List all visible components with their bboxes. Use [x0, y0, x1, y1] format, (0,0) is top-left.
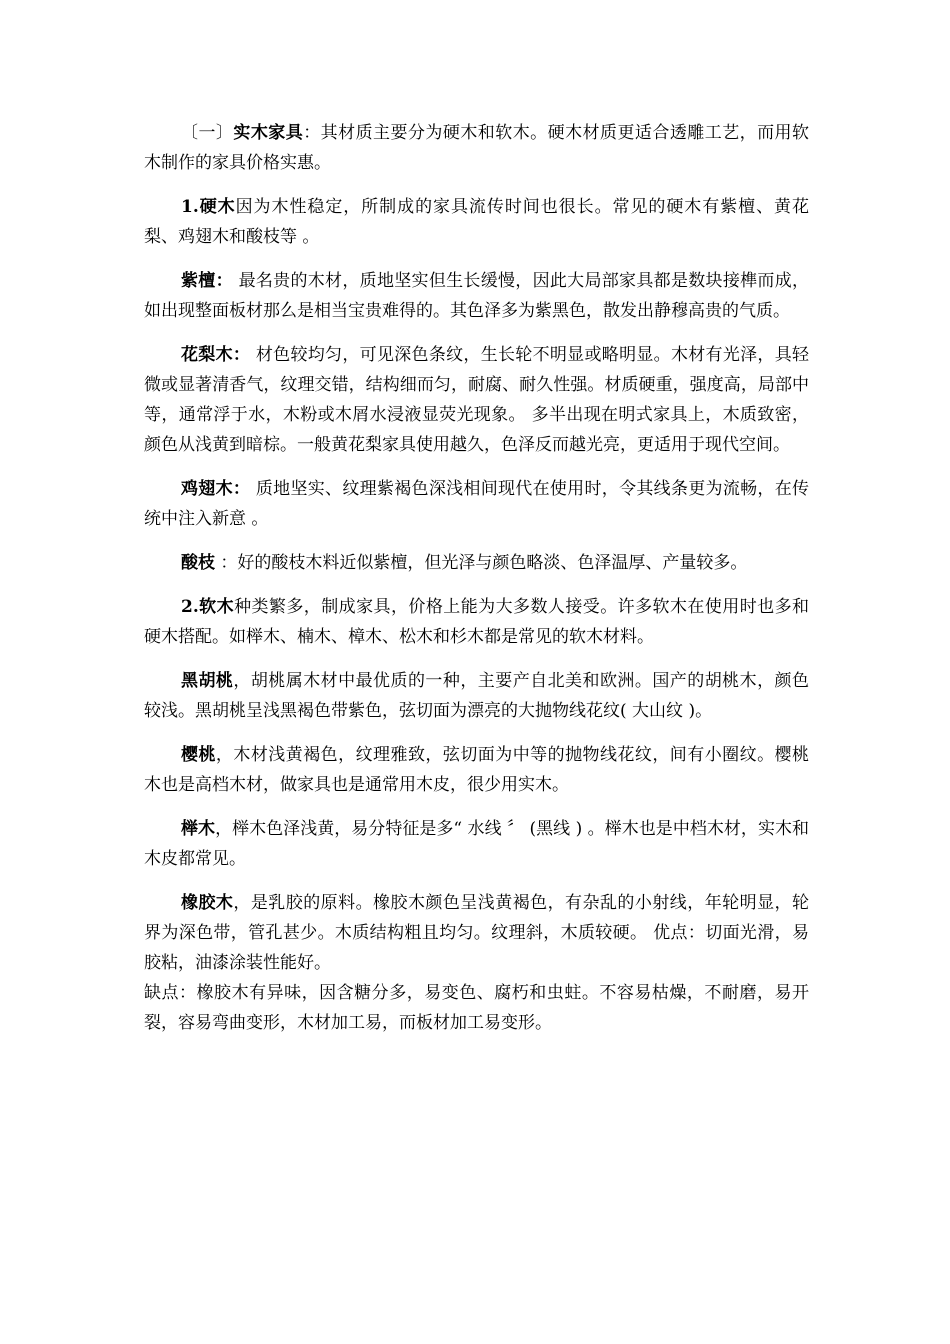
- heading-jichi: 鸡翅木：: [181, 479, 251, 499]
- text-suanzhi: ：好的酸枝木料近似紫檀，但光泽与颜色略淡、色泽温厚、产量较多。: [215, 553, 748, 573]
- text-softwood: 种类繁多，制成家具，价格上能为大多数人接受。许多软木在使用时也多和硬木搭配。如榉木、楠木、樟木、松木和杉木都是常见的软木材料。: [144, 597, 810, 647]
- paragraph-beech: [144, 814, 809, 874]
- heading-suanzhi: 酸枝: [181, 553, 215, 573]
- paragraph-suanzhi: [144, 548, 809, 578]
- heading-softwood: 2.软木: [181, 597, 235, 617]
- heading-hardwood: 1.硬木: [181, 197, 236, 217]
- paragraph-rubber-cons: [144, 978, 809, 1038]
- text-cherry: ，木材浅黄褐色，纹理雅致，弦切面为中等的抛物线花纹，间有小圈纹。樱桃木也是高档木材，做家具也是通常用木皮，很少用实木。: [144, 745, 810, 795]
- paragraph-hardwood: [144, 192, 809, 252]
- text-zitan: 最名贵的木材，质地坚实但生长缓慢，因此大局部家具都是数块接榫而成，如出现整面板材那么是相当宝贵难得的。其色泽多为紫黑色，散发出静穆高贵的气质。: [144, 271, 810, 321]
- paragraph-jichi: [144, 474, 809, 534]
- paragraph-softwood: [144, 592, 809, 652]
- paragraph-rubber: [144, 888, 809, 978]
- paragraph-zitan: [144, 266, 809, 326]
- document-body: [144, 118, 809, 1052]
- paragraph-huali: [144, 340, 809, 460]
- text-beech: ，榉木色泽浅黄，易分特征是多“ 水线 〞 (黑线 ) 。榉木也是中档木材，实木和木皮都常见。: [144, 819, 809, 869]
- paragraph-solid-wood: [144, 118, 809, 178]
- text-huali: 材色较均匀，可见深色条纹，生长轮不明显或略明显。木材有光泽，具轻微或显著清香气，纹理交错，结构细而匀，耐腐、耐久性强。材质硬重，强度高，局部中等，通常浮于水，木粉或木屑水浸液显荧光现象。 多半出现在明式家具上，木质致密，颜色从浅黄到暗棕。一般黄花梨家具使用越久，色泽反而越光亮，更适用于现代空间。: [144, 345, 810, 455]
- paragraph-walnut: [144, 666, 809, 726]
- heading-beech: 榉木: [181, 819, 216, 839]
- text-jichi: 质地坚实、纹理紫褐色深浅相间现代在使用时，令其线条更为流畅，在传统中注入新意 。: [144, 479, 810, 529]
- heading-cherry: 樱桃: [181, 745, 216, 765]
- text-rubber-cons: 缺点：橡胶木有异味，因含糖分多，易变色、腐朽和虫蛀。不容易枯燥，不耐磨，易开裂，容易弯曲变形，木材加工易，而板材加工易变形。: [144, 983, 809, 1033]
- heading-solid-wood: 实木家具: [233, 123, 304, 143]
- text-hardwood: 因为木性稳定，所制成的家具流传时间也很长。常见的硬木有紫檀、黄花梨、鸡翅木和酸枝等 。: [144, 197, 809, 247]
- heading-huali: 花梨木：: [181, 345, 251, 365]
- section-prefix: 〔一〕: [181, 123, 234, 143]
- heading-walnut: 黑胡桃: [181, 671, 234, 691]
- heading-rubber: 橡胶木: [181, 893, 234, 913]
- heading-zitan: 紫檀：: [181, 271, 233, 291]
- paragraph-cherry: [144, 740, 809, 800]
- text-walnut: ，胡桃属木材中最优质的一种，主要产自北美和欧洲。国产的胡桃木，颜色较浅。黑胡桃呈浅黑褐色带紫色，弦切面为漂亮的大抛物线花纹( 大山纹 )。: [144, 671, 810, 721]
- text-solid-wood: ：其材质主要分为硬木和软木。硬木材质更适合透雕工艺，而用软木制作的家具价格实惠。: [144, 123, 810, 173]
- text-rubber: ，是乳胶的原料。橡胶木颜色呈浅黄褐色，有杂乱的小射线，年轮明显，轮界为深色带，管孔甚少。木质结构粗且均匀。纹理斜，木质较硬。 优点：切面光滑，易胶粘，油漆涂装性能好。: [144, 893, 810, 973]
